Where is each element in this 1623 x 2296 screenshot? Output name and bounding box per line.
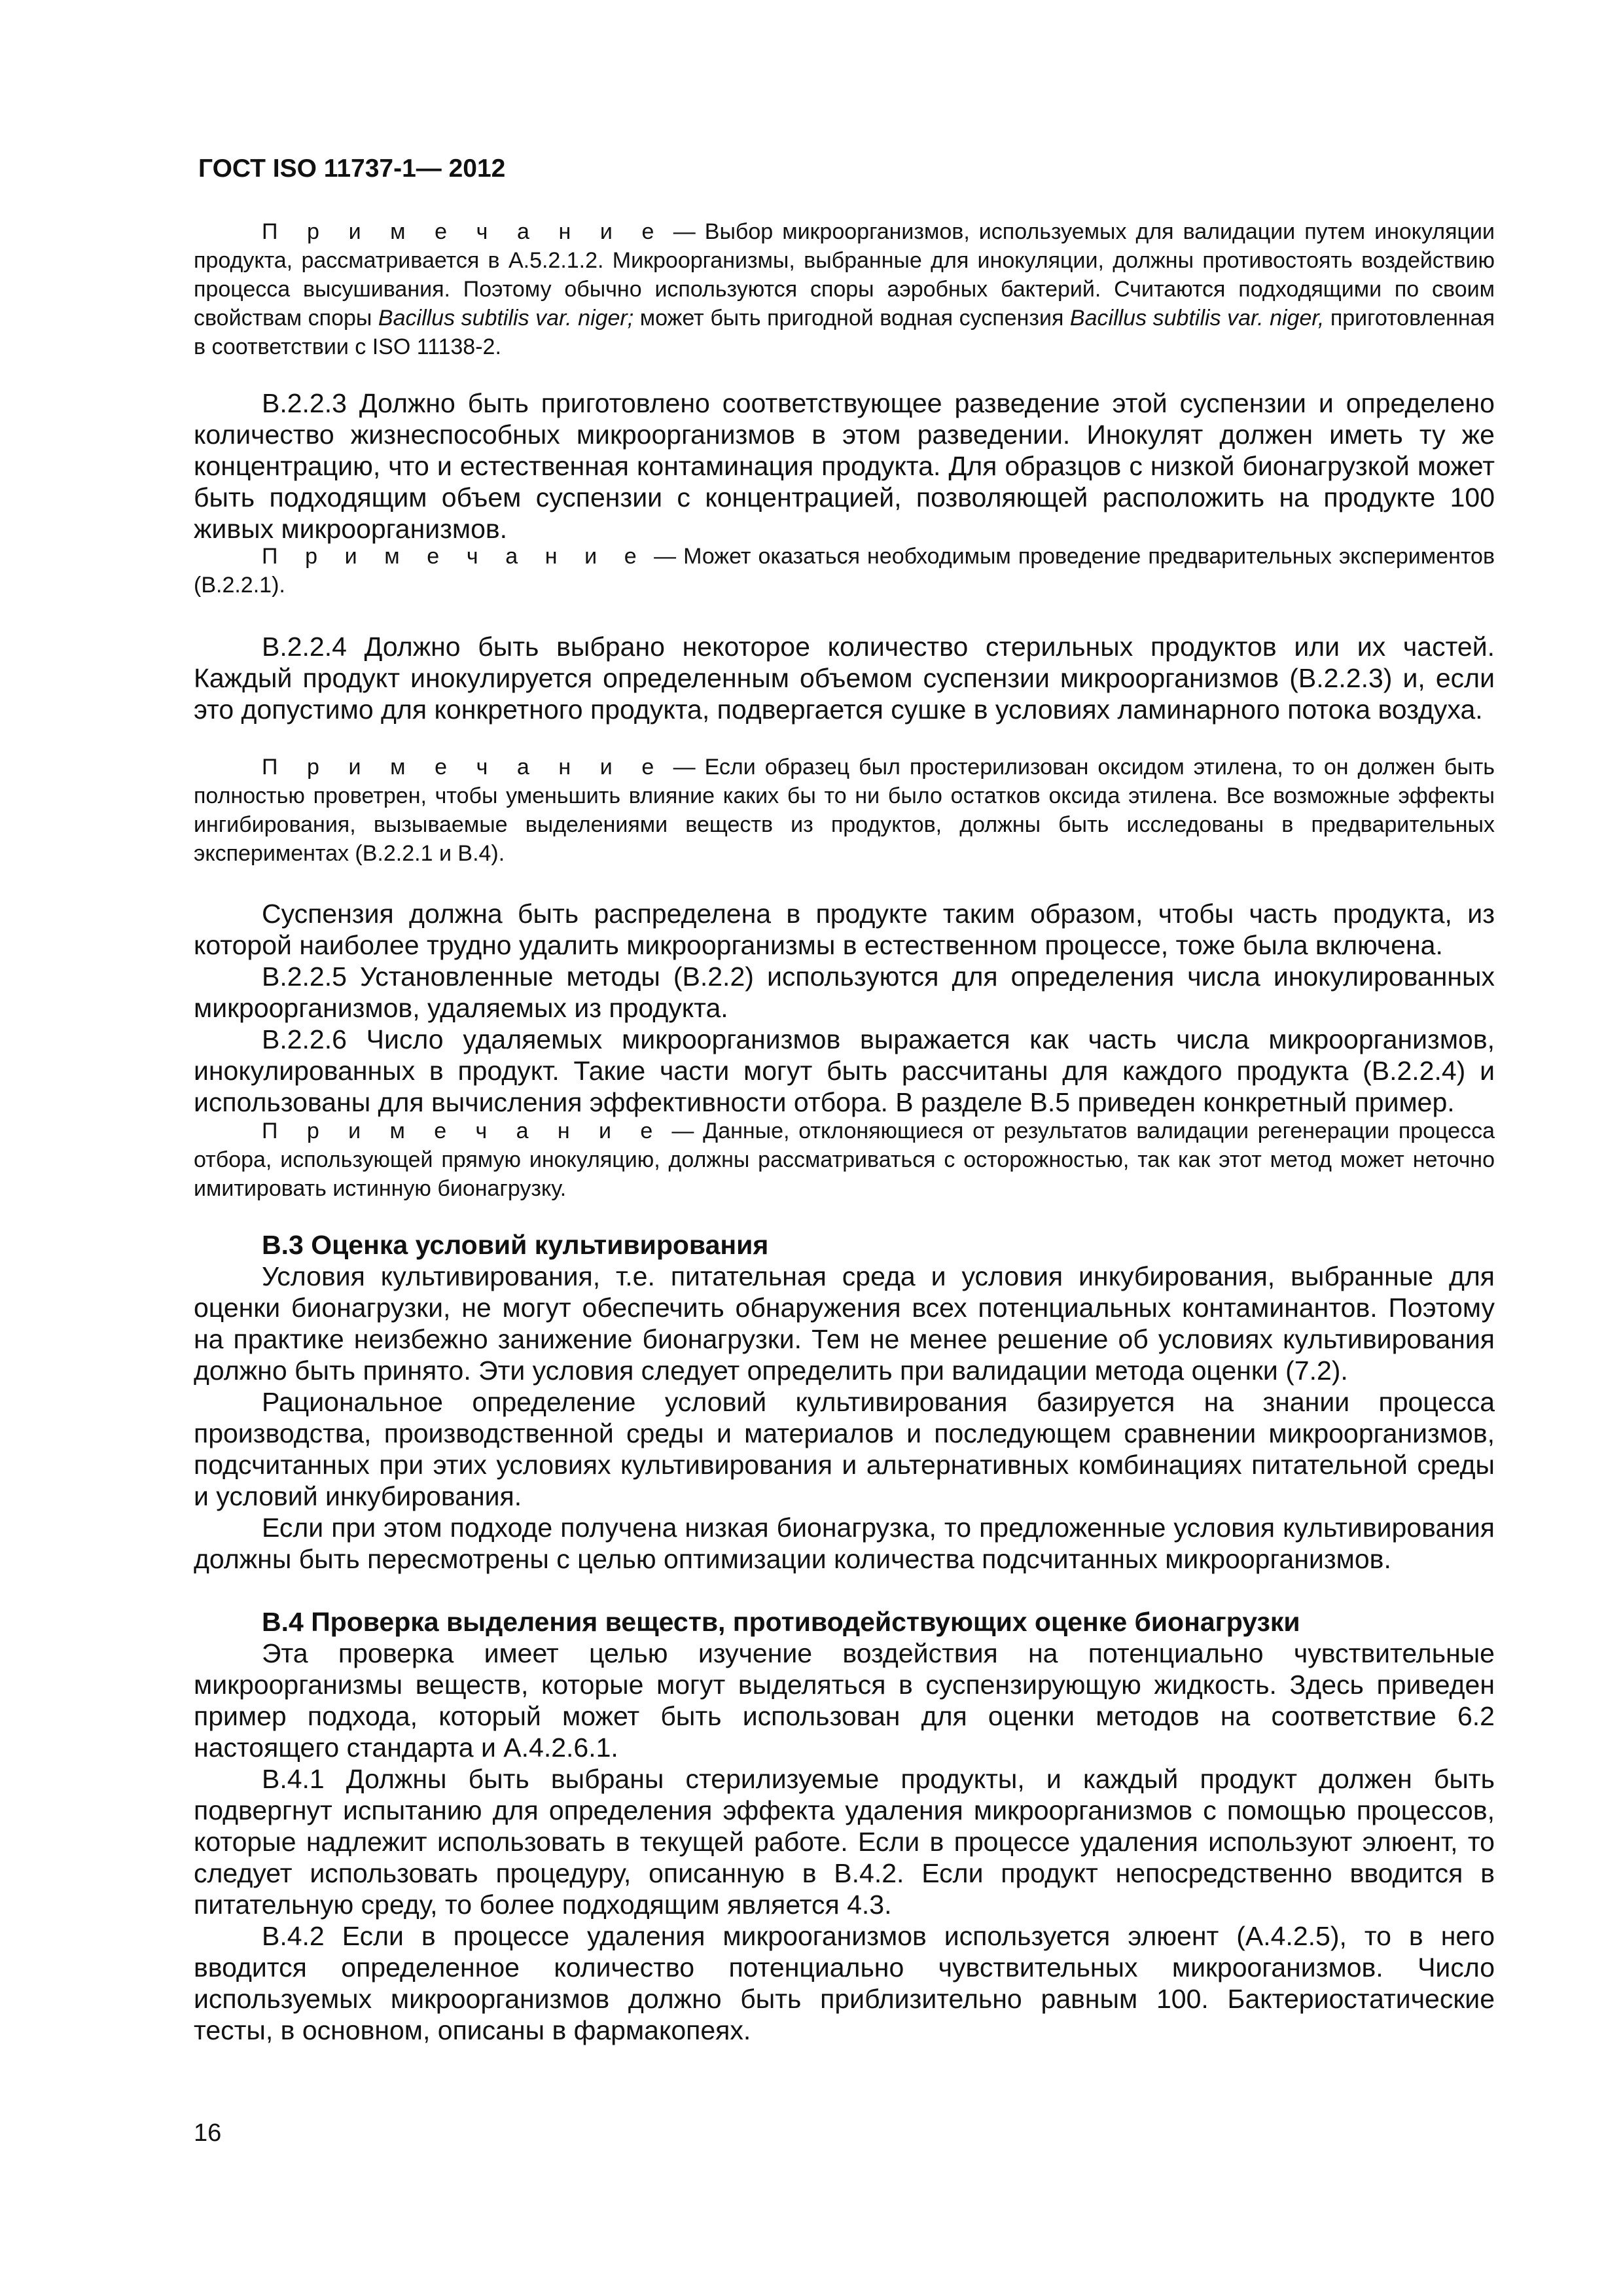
paragraph-b225: В.2.2.5 Установленные методы (В.2.2) используются для определения числа инокулированных микроорганизмов, удаляемых из продукта. [194, 961, 1495, 1023]
paragraph-b3-3: Если при этом подходе получена низкая бионагрузка, то предложенные условия культивирования должны быть пересмотрены с целью оптимизации количества подсчитанных микроорганизмов. [194, 1513, 1495, 1574]
note-1-species-1: Bacillus subtilis var. niger; [378, 306, 634, 331]
note-2 [194, 542, 1495, 600]
paragraph-b42: В.4.2 Если в процессе удаления микрооганизмов используется элюент (А.4.2.5), то в него вводится определенное количество потенциально чувствительных микрооганизмов. Число используемых микроорганизмов должно быть приблизительно равным 100. Бактериостатические тесты, в основном, описаны в фармакопеях. [194, 1921, 1495, 2045]
section-b3-heading: В.3 Оценка условий культивирования [262, 1230, 769, 1260]
note-1 [194, 217, 1495, 361]
paragraph-b3-1: Условия культивирования, т.е. питательная среда и условия инкубирования, выбранные для оценки бионагрузки, не могут обеспечить обнаружения всех потенциальных контаминантов. Поэтому на практике неизбежно занижение бионагрузки. Тем не менее решение об условиях культивирования должно быть принято. Эти условия следует определить при валидации метода оценки (7.2). [194, 1261, 1495, 1386]
note-4 [194, 1117, 1495, 1203]
paragraph-b4-1: Эта проверка имеет целью изучение воздействия на потенциально чувствительные микроорганизмы веществ, которые могут выделяться в суспензирующую жидкость. Здесь приведен пример подхода, который может быть использован для оценки методов на соответствие 6.2 настоящего стандарта и А.4.2.6.1. [194, 1638, 1495, 1763]
note-label: П р и м е ч а н и е [262, 544, 647, 569]
note-1-text-b: может быть пригодной водная суспензия [633, 306, 1070, 331]
note-3 [194, 753, 1495, 868]
note-label: П р и м е ч а н и е [262, 219, 664, 244]
page-number: 16 [194, 2119, 222, 2147]
paragraph-b223: В.2.2.3 Должно быть приготовлено соответствующее разведение этой суспензии и определено количество жизнеспособных микроорганизмов в этом разведении. Инокулят должен иметь ту же концентрацию, что и естественная контаминация продукта. Для образцов с низкой бионагрузкой может быть подходящим объем суспензии с концентрацией, позволяющей расположить на продукте 100 живых микроорганизмов. [194, 388, 1495, 544]
note-1-text-c: приготовленная в соответствии с ISO 11138-2. [194, 306, 1495, 359]
note-1-species-2: Bacillus subtilis var. niger, [1069, 306, 1325, 331]
note-label: П р и м е ч а н и е [262, 1119, 663, 1143]
document-header: ГОСТ ISO 11737-1— 2012 [198, 154, 506, 183]
note-3-text: — Если образец был простерилизован оксидом этилена, то он должен быть полностью проветрен, чтобы уменьшить влияние каких бы то ни было остатков оксида этилена. Все возможные эффекты ингибирования, вызываемые выделениями веществ из продуктов, должны быть исследованы в предварительных экспериментах (В.2.2.1 и В.4). [194, 755, 1495, 866]
paragraph-b3-2: Рациональное определение условий культивирования базируется на знании процесса производства, производственной среды и материалов и последующем сравнении микроорганизмов, подсчитанных при этих условиях культивирования и альтернативных комбинациях питательной среды и условий инкубирования. [194, 1387, 1495, 1511]
section-b4-heading: В.4 Проверка выделения веществ, противодействующих оценке бионагрузки [262, 1607, 1300, 1637]
paragraph-b226: В.2.2.6 Число удаляемых микроорганизмов выражается как часть числа микроорганизмов, инокулированных в продукт. Такие части могут быть рассчитаны для каждого продукта (В.2.2.4) и использованы для вычисления эффективности отбора. В разделе В.5 приведен конкретный пример. [194, 1024, 1495, 1117]
note-label: П р и м е ч а н и е [262, 755, 664, 780]
note-2-text: — Может оказаться необходимым проведение предварительных экспериментов (В.2.2.1). [194, 544, 1495, 598]
paragraph-b224: В.2.2.4 Должно быть выбрано некоторое количество стерильных продуктов или их частей. Каждый продукт инокулируется определенным объемом суспензии микроорганизмов (В.2.2.3) и, если это допустимо для конкретного продукта, подвергается сушке в условиях ламинарного потока воздуха. [194, 632, 1495, 725]
note-4-text: — Данные, отклоняющиеся от результатов валидации регенерации процесса отбора, использующей прямую инокуляцию, должны рассматриваться с осторожностью, так как этот метод может неточно имитировать истинную бионагрузку. [194, 1119, 1495, 1201]
paragraph-b41: В.4.1 Должны быть выбраны стерилизуемые продукты, и каждый продукт должен быть подвергнут испытанию для определения эффекта удаления микроорганизмов с помощью процессов, которые надлежит использовать в текущей работе. Если в процессе удаления используют элюент, то следует использовать процедуру, описанную в В.4.2. Если продукт непосредственно вводится в питательную среду, то более подходящим является 4.3. [194, 1764, 1495, 1920]
note-1-text-a: — Выбор микроорганизмов, используемых для валидации путем инокуляции продукта, рассматривается в А.5.2.1.2. Микроорганизмы, выбранные для инокуляции, должны противостоять воздействию процесса высушивания. Поэтому обычно используются споры аэробных бактерий. Считаются подходящими по своим свойствам споры [194, 219, 1495, 331]
paragraph-suspension: Суспензия должна быть распределена в продукте таким образом, чтобы часть продукта, из которой наиболее трудно удалить микроорганизмы в естественном процессе, тоже была включена. [194, 899, 1495, 960]
